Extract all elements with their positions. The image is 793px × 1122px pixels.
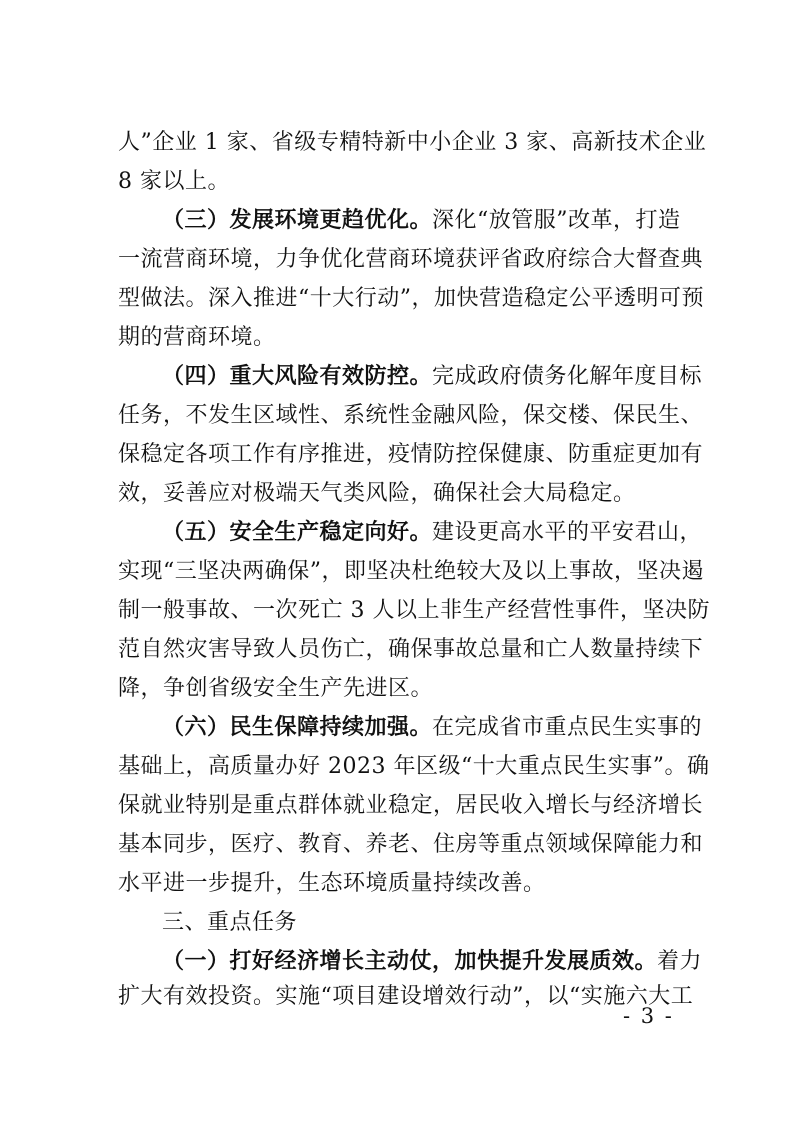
body-text: 着力 [657,949,703,974]
body-text-line: 实现“三坚决两确保”，即坚决杜绝较大及以上事故，坚决遏 [118,559,704,584]
body-text-line: 基础上，高质量办好 2023 年区级“十大重点民生实事”。确 [118,754,710,779]
body-text-line: 型做法。深入推进“十大行动”，加快营造稳定公平透明可预 [118,286,704,311]
paragraph-heading: （三）发展环境更趋优化。 [162,208,433,233]
paragraph-heading: （一）打好经济增长主动仗，加快提升发展质效。 [162,949,658,974]
paragraph-first-line [162,362,703,392]
paragraph-first-line [162,518,703,548]
body-text-line: 8 家以上。 [118,169,230,194]
paragraph-first-line [162,947,703,977]
body-text-line: 保就业特别是重点群体就业稳定，居民收入增长与经济增长 [118,793,704,818]
body-text-line: 人”企业 1 家、省级专精特新中小企业 3 家、高新技术企业 [118,130,707,155]
body-text-line: 水平进一步提升，生态环境质量持续改善。 [118,871,546,896]
body-text-line: 范自然灾害导致人员伤亡，确保事故总量和亡人数量持续下 [118,637,704,662]
body-text-line: 任务，不发生区域性、系统性金融风险，保交楼、保民生、 [118,403,704,428]
paragraph-heading: （六）民生保障持续加强。 [162,715,433,740]
paragraph-first-line [162,206,681,236]
body-text-line: 效，妥善应对极端天气类风险，确保社会大局稳定。 [118,481,636,506]
paragraph-first-line [162,713,703,743]
body-text: 在完成省市重点民生实事的 [432,715,703,740]
body-text-line: 期的营商环境。 [118,325,276,350]
body-text-line: 制一般事故、一次死亡 3 人以上非生产经营性事件，坚决防 [118,598,710,623]
body-text-line: 一流营商环境，力争优化营商环境获评省政府综合大督查典 [118,247,704,272]
body-text: 建设更高水平的平安君山， [432,520,703,545]
paragraph-heading: （五）安全生产稳定向好。 [162,520,433,545]
body-text: 完成政府债务化解年度目标 [432,364,703,389]
section-heading: 三、重点任务 [162,910,298,935]
body-text-line: 基本同步，医疗、教育、养老、住房等重点领域保障能力和 [118,832,704,857]
body-text-line: 扩大有效投资。实施“项目建设增效行动”，以“实施六大工 [118,984,694,1009]
body-text-line: 降，争创省级安全生产先进区。 [118,676,434,701]
paragraph-heading: （四）重大风险有效防控。 [162,364,433,389]
page-number: - 3 - [623,1004,674,1028]
body-text: 深化“放管服”改革，打造 [432,208,681,233]
body-text-line: 保稳定各项工作有序推进，疫情防控保健康、防重症更加有 [118,442,704,467]
